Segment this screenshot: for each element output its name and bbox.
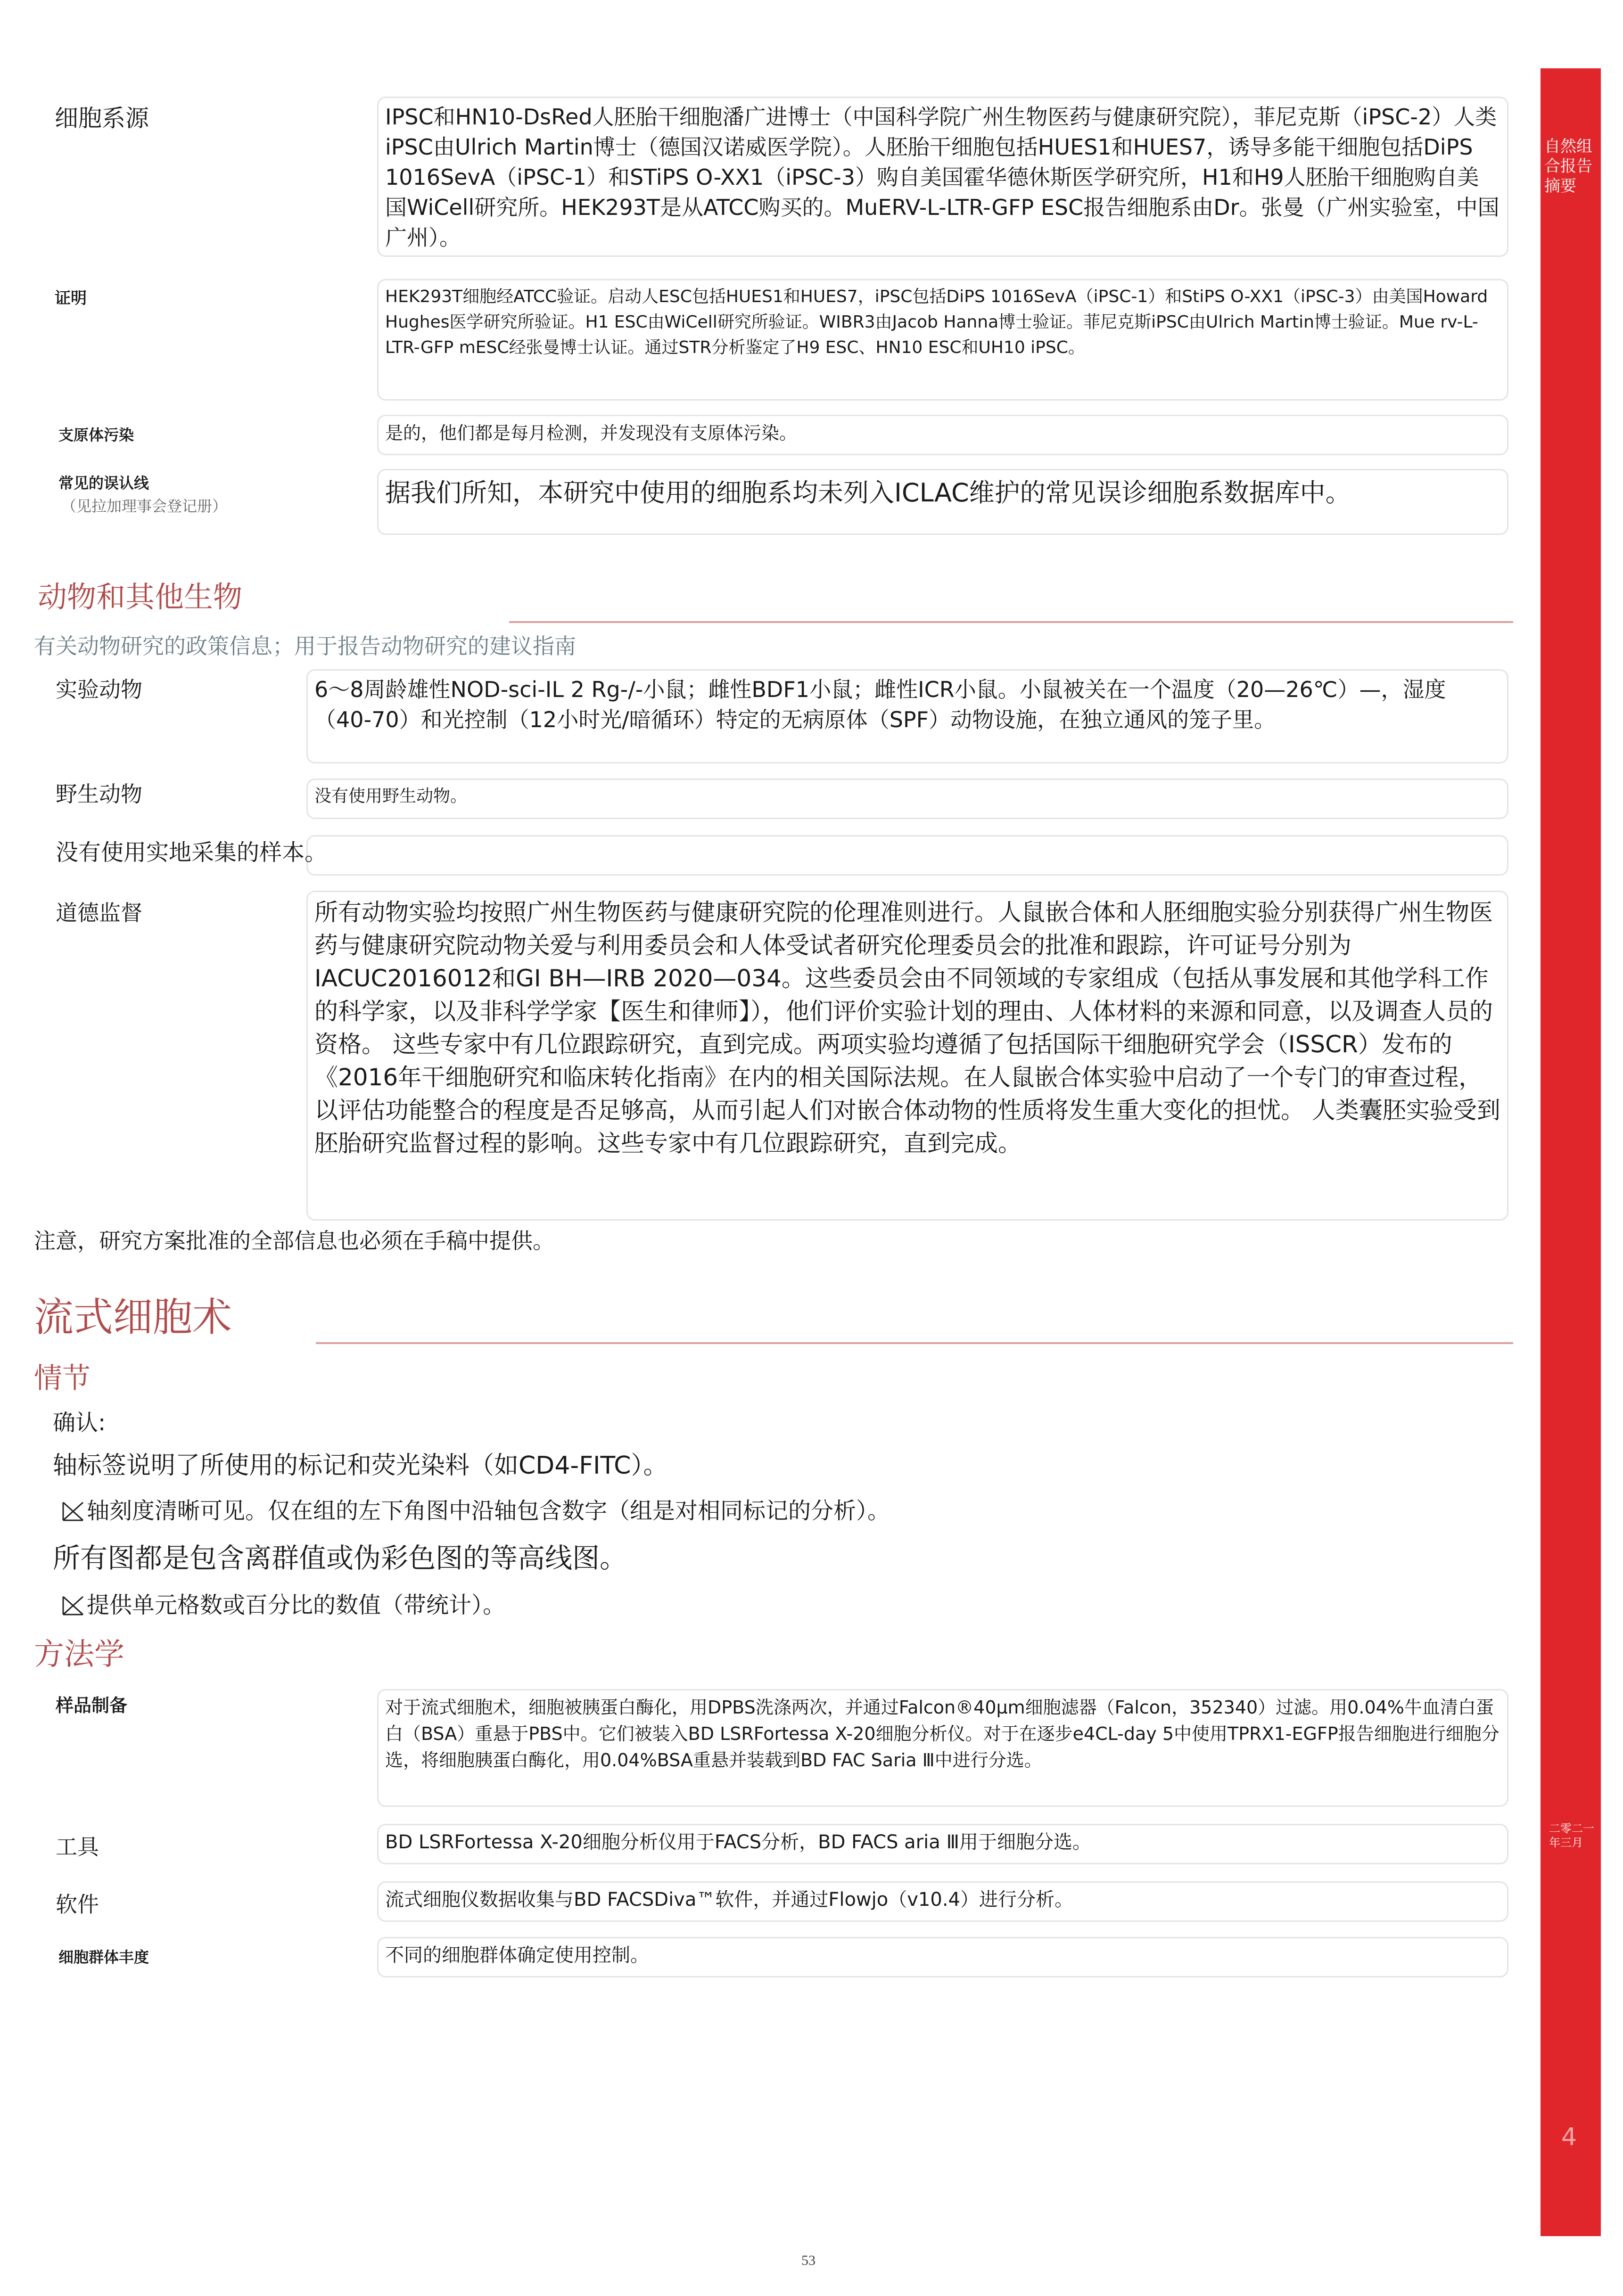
plot-check-axis-labels: [53, 1449, 667, 1483]
cell-numbers-text: 提供单元格数或百分比的数值（带统计）。: [87, 1592, 506, 1618]
animals-heading: 动物和其他生物: [38, 580, 243, 614]
lab-animals-text: 6～8周龄雄性NOD-sci-IL 2 Rg-/-小鼠；雌性BDF1小鼠；雌性ICR小鼠。小鼠被关在一个温度（20—26℃）—，湿度（40-70）和光控制（12小时光/暗循环）特定的无病原体（SPF）动物设施，在独立通风的笼子里。: [306, 669, 1508, 763]
axis-scales-text: 轴刻度清晰可见。仅在组的左下角图中沿轴包含数字（组是对相同标记的分析）。: [87, 1498, 890, 1524]
field-samples-box: [306, 835, 1508, 876]
instrument-text: BD LSRFortessa X-20细胞分析仪用于FACS分析，BD FACS aria Ⅲ用于细胞分选。: [377, 1824, 1508, 1864]
authentication-text: HEK293T细胞经ATCC验证。启动人ESC包括HUES1和HUES7，iPSC包括DiPS 1016SevA（iPSC-1）和StiPS O-XX1（iPSC-3）由美国Howard Hughes医学研究所验证。H1 ESC由WiCell研究所验证。WIBR3由Jacob Hanna博士验证。菲尼克斯iPSC由Ulrich Martin博士验证。Mue rv-L-LTR-GFP mESC经张曼博士认证。通过STR分析鉴定了H9 ESC、HN10 ESC和UH10 iPSC。: [377, 279, 1508, 401]
flow-heading-rule: [316, 1342, 1513, 1344]
plot-check-contour: [53, 1541, 627, 1575]
animals-note: 注意，研究方案批准的全部信息也必须在手稿中提供。: [34, 1228, 554, 1254]
checkbox-checked-icon[interactable]: [61, 1593, 85, 1616]
authentication-label: 证明: [55, 289, 87, 308]
flow-heading: 流式细胞术: [34, 1294, 232, 1340]
plots-heading: 情节: [34, 1362, 91, 1395]
sample-prep-text: 对于流式细胞术，细胞被胰蛋白酶化，用DPBS洗涤两次，并通过Falcon®40μm细胞滤器（Falcon，352340）过滤。用0.04%牛血清白蛋白（BSA）重悬于PBS中。它们被装入BD LSRFortessa X-20细胞分析仪。对于在逐步e4CL-day 5中使用TPRX1-EGFP报告细胞进行细胞分选，将细胞胰蛋白酶化，用0.04%BSA重悬并装载到BD FAC Saria Ⅲ中进行分选。: [377, 1689, 1508, 1807]
instrument-label: 工具: [56, 1834, 99, 1860]
software-label: 软件: [56, 1892, 99, 1917]
plot-check-cell-numbers[interactable]: [61, 1588, 505, 1622]
animals-subheading: 有关动物研究的政策信息；用于报告动物研究的建议指南: [34, 633, 576, 659]
wild-animals-text: 没有使用野生动物。: [306, 779, 1508, 819]
sidebar-red-bar: [1541, 68, 1601, 2236]
contour-text: 所有图都是包含离群值或伪彩色图的等高线图。: [53, 1542, 627, 1574]
software-text: 流式细胞仪数据收集与BD FACSDiva™软件，并通过Flowjo（v10.4）进行分析。: [377, 1881, 1508, 1922]
wild-animals-label: 野生动物: [56, 781, 142, 807]
misidentified-sublabel: （见拉加理事会登记册）: [61, 497, 228, 515]
methodology-heading: 方法学: [34, 1637, 124, 1672]
field-samples-text: 没有使用实地采集的样本。: [56, 839, 328, 866]
mycoplasma-text: 是的，他们都是每月检测，并发现没有支原体污染。: [377, 415, 1508, 455]
confirm-label: 确认:: [53, 1410, 106, 1436]
abundance-text: 不同的细胞群体确定使用控制。: [377, 1937, 1508, 1977]
cell-source-label: 细胞系源: [55, 105, 149, 132]
page-number: 53: [801, 2253, 816, 2268]
cell-source-text: IPSC和HN10-DsRed人胚胎干细胞潘广进博士（中国科学院广州生物医药与健康研究院），菲尼克斯（iPSC-2）人类iPSC由Ulrich Martin博士（德国汉诺威医学院）。人胚胎干细胞包括HUES1和HUES7，诱导多能干细胞包括DiPS 1016SevA（iPSC-1）和STiPS O-XX1（iPSC-3）购自美国霍华德休斯医学研究所，H1和H9人胚胎干细胞购自美国WiCell研究所。HEK293T是从ATCC购买的。MuERV-L-LTR-GFP ESC报告细胞系由Dr。张曼（广州实验室，中国广州）。: [377, 97, 1508, 257]
sidebar-title: 自然组合报告摘要: [1544, 137, 1592, 196]
plot-check-axis-scales[interactable]: [61, 1494, 890, 1528]
animals-heading-rule: [509, 621, 1513, 623]
sidebar-page-number: 4: [1561, 2123, 1577, 2151]
abundance-label: 细胞群体丰度: [58, 1948, 149, 1966]
misidentified-text: 据我们所知，本研究中使用的细胞系均未列入ICLAC维护的常见误诊细胞系数据库中。: [377, 469, 1508, 535]
checkbox-checked-icon[interactable]: [61, 1499, 85, 1522]
mycoplasma-label: 支原体污染: [58, 426, 134, 444]
ethics-label: 道德监督: [56, 900, 142, 926]
misidentified-label: 常见的误认线: [58, 474, 149, 492]
lab-animals-label: 实验动物: [56, 677, 142, 702]
ethics-text: 所有动物实验均按照广州生物医药与健康研究院的伦理准则进行。人鼠嵌合体和人胚细胞实验分别获得广州生物医药与健康研究院动物关爱与利用委员会和人体受试者研究伦理委员会的批准和跟踪，许可证号分别为IACUC2016012和GI BH—IRB 2020—034。这些委员会由不同领域的专家组成（包括从事发展和其他学科工作的科学家，以及非科学学家【医生和律师】），他们评价实验计划的理由、人体材料的来源和同意，以及调查人员的资格。 这些专家中有几位跟踪研究，直到完成。两项实验均遵循了包括国际干细胞研究学会（ISSCR）发布的《2016年干细胞研究和临床转化指南》在内的相关国际法规。在人鼠嵌合体实验中启动了一个专门的审查过程，以评估功能整合的程度是否足够高，从而引起人们对嵌合体动物的性质将发生重大变化的担忧。 人类囊胚实验受到胚胎研究监督过程的影响。这些专家中有几位跟踪研究，直到完成。: [306, 891, 1508, 1221]
sidebar-date: 二零二一年三月: [1549, 1822, 1594, 1849]
axis-labels-text: 轴标签说明了所使用的标记和荧光染料（如CD4-FITC）。: [53, 1451, 668, 1480]
sample-prep-label: 样品制备: [56, 1695, 128, 1716]
